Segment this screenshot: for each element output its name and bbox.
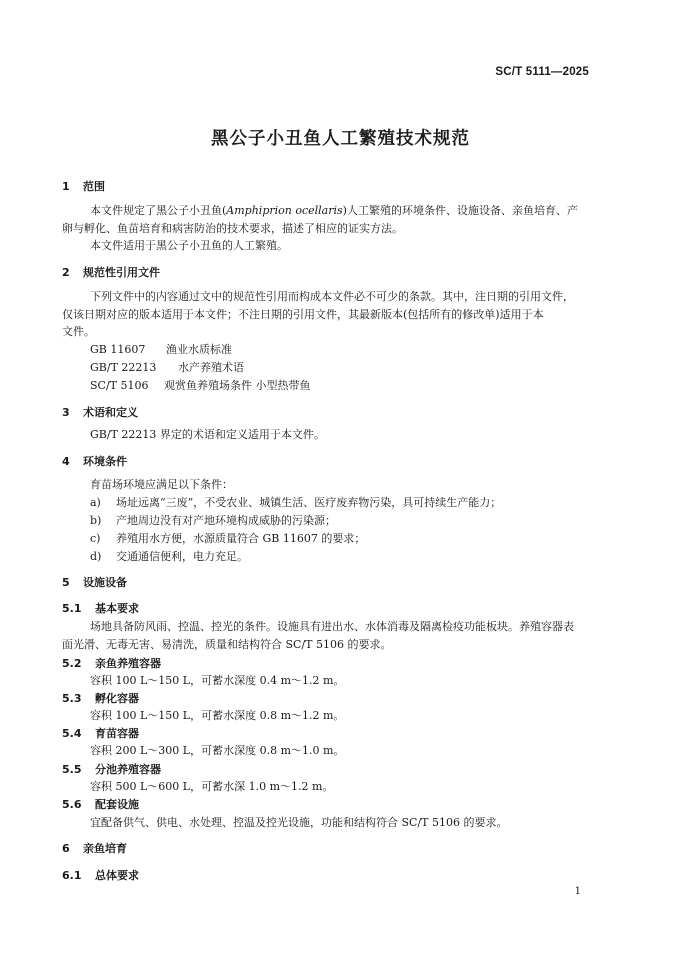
- scope-applicability: 本文件适用于黑公子小丑鱼的人工繁殖。: [90, 239, 288, 252]
- list-item-text: 交通通信便利，电力充足。: [116, 550, 248, 563]
- broodstock-container-spec: 容积 100 L～150 L，可蓄水深度 0.4 m～1.2 m。: [90, 674, 345, 687]
- section-title: 范围: [83, 180, 105, 193]
- reference-item: [90, 341, 232, 357]
- terms-paragraph: GB/T 22213 界定的术语和定义适用于本文件。: [90, 428, 325, 441]
- list-item-text: 场址远离“三废”，不受农业、城镇生活、医疗废弃物污染，具可持续生产能力；: [116, 496, 502, 509]
- normative-paragraph-line-1: 下列文件中的内容通过文中的规范性引用而构成本文件必不可少的条款。其中，注日期的引用文件，: [90, 290, 574, 303]
- reference-code: GB/T 22213: [90, 361, 157, 374]
- section-4-heading: [62, 453, 127, 469]
- section-title: 亲鱼培育: [83, 842, 127, 855]
- subsection-5-5-heading: [62, 761, 161, 777]
- subsection-5-3-heading: [62, 690, 139, 706]
- section-number: 2: [62, 266, 70, 279]
- reference-code: GB 11607: [90, 343, 146, 356]
- reference-title: 观赏鱼养殖场条件 小型热带鱼: [164, 379, 311, 392]
- document-title: 黑公子小丑鱼人工繁殖技术规范: [211, 129, 470, 149]
- subsection-title: 基本要求: [95, 602, 139, 615]
- section-title: 规范性引用文件: [83, 266, 160, 279]
- scope-text: )人工繁殖的环境条件、设施设备、亲鱼培育、产: [342, 204, 578, 217]
- subsection-number: 5.6: [62, 798, 82, 811]
- grading-container-spec: 容积 500 L～600 L，可蓄水深 1.0 m～1.2 m。: [90, 780, 334, 793]
- section-title: 环境条件: [83, 455, 127, 468]
- subsection-5-2-heading: [62, 655, 161, 671]
- list-item: [90, 530, 365, 546]
- reference-title: 渔业水质标准: [166, 343, 232, 356]
- subsection-number: 5.5: [62, 763, 82, 776]
- subsection-6-1-heading: [62, 867, 139, 883]
- subsection-number: 5.2: [62, 657, 82, 670]
- hatching-container-spec: 容积 100 L～150 L，可蓄水深度 0.8 m～1.2 m。: [90, 709, 345, 722]
- scope-paragraph-line-2: 卵与孵化、鱼苗培育和病害防治的技术要求，描述了相应的证实方法。: [62, 222, 403, 235]
- subsection-title: 配套设施: [95, 798, 139, 811]
- reference-title: 水产养殖术语: [178, 361, 244, 374]
- latin-species-name: Amphiprion ocellaris: [226, 204, 343, 217]
- section-title: 术语和定义: [83, 406, 138, 419]
- section-6-heading: [62, 840, 127, 856]
- basic-requirements-line-1: 场地具备防风雨、控温、控光的条件。设施具有进出水、水体消毒及隔离检疫功能板块。养殖容器表: [90, 620, 574, 633]
- subsection-5-4-heading: [62, 725, 139, 741]
- list-item-text: 养殖用水方便，水源质量符合 GB 11607 的要求；: [116, 532, 366, 545]
- subsection-number: 5.1: [62, 602, 82, 615]
- list-item-label: b): [90, 514, 102, 527]
- subsection-title: 亲鱼养殖容器: [95, 657, 161, 670]
- subsection-number: 5.4: [62, 727, 82, 740]
- section-number: 1: [62, 180, 70, 193]
- scope-paragraph-line-1: [90, 202, 578, 220]
- subsection-number: 5.3: [62, 692, 82, 705]
- list-item-label: d): [90, 550, 102, 563]
- reference-item: [90, 359, 244, 375]
- list-item: [90, 494, 501, 510]
- section-5-heading: [62, 574, 127, 590]
- supporting-facilities-spec: 宜配备供气、供电、水处理、控温及控光设施，功能和结构符合 SC/T 5106 的要求。: [90, 816, 508, 829]
- section-2-heading: [62, 264, 160, 280]
- section-number: 5: [62, 576, 70, 589]
- environment-intro: 育苗场环境应满足以下条件：: [90, 478, 233, 491]
- scope-text: 本文件规定了黑公子小丑鱼(: [90, 204, 227, 217]
- subsection-5-1-heading: [62, 600, 139, 616]
- reference-code: SC/T 5106: [90, 379, 149, 392]
- subsection-title: 孵化容器: [95, 692, 139, 705]
- list-item-label: c): [90, 532, 101, 545]
- normative-paragraph-line-3: 文件。: [62, 325, 95, 338]
- nursery-container-spec: 容积 200 L～300 L，可蓄水深度 0.8 m～1.0 m。: [90, 744, 345, 757]
- normative-paragraph-line-2: 仅该日期对应的版本适用于本文件；不注日期的引用文件，其最新版本(包括所有的修改单)适用于本: [62, 308, 544, 321]
- list-item: [90, 512, 336, 528]
- standard-code: SC/T 5111—2025: [495, 66, 589, 78]
- section-1-heading: [62, 178, 105, 194]
- subsection-title: 总体要求: [95, 869, 139, 882]
- section-number: 6: [62, 842, 70, 855]
- subsection-5-6-heading: [62, 796, 139, 812]
- list-item-label: a): [90, 496, 101, 509]
- section-3-heading: [62, 404, 138, 420]
- reference-item: [90, 377, 311, 393]
- list-item-text: 产地周边没有对产地环境构成威胁的污染源；: [116, 514, 336, 527]
- page-number: 1: [574, 886, 581, 897]
- subsection-title: 育苗容器: [95, 727, 139, 740]
- basic-requirements-line-2: 面光滑、无毒无害、易清洗，质量和结构符合 SC/T 5106 的要求。: [62, 638, 392, 651]
- section-number: 3: [62, 406, 70, 419]
- section-number: 4: [62, 455, 70, 468]
- list-item: [90, 548, 248, 564]
- subsection-number: 6.1: [62, 869, 82, 882]
- subsection-title: 分池养殖容器: [95, 763, 161, 776]
- section-title: 设施设备: [83, 576, 127, 589]
